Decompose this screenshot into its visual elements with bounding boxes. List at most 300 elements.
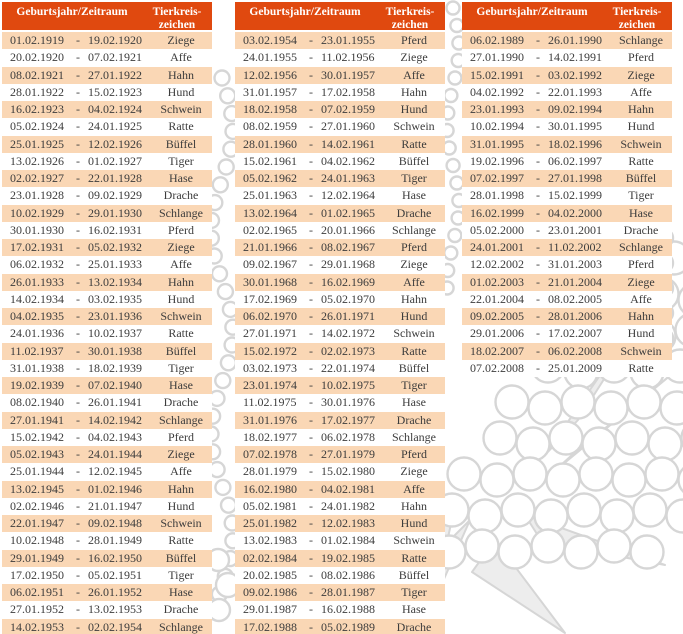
date-to: 27.01.1979 [321,447,375,461]
table-row [235,463,445,480]
date-from: 22.01.2004 [470,291,524,306]
zodiac-sign: Pferd [401,240,427,254]
zodiac-sign: Ziege [167,447,195,461]
date-separator: - [536,274,540,289]
zodiac-sign: Drache [396,412,432,427]
date-from: 25.01.1944 [10,464,64,479]
date-separator: - [76,464,80,479]
date-to: 01.02.1927 [88,153,142,168]
date-from: 29.01.1987 [243,602,297,617]
date-from: 07.02.1978 [243,447,297,461]
date-separator: - [536,171,540,185]
date-separator: - [309,360,313,375]
date-to: 14.02.1961 [321,136,375,151]
table-row [235,101,445,118]
date-to: 02.02.1954 [88,619,142,634]
table-row [235,550,445,567]
zodiac-sign: Hund [167,498,195,513]
zodiac-sign: Affe [170,50,192,65]
table-row [2,118,212,135]
date-to: 23.01.1936 [88,309,142,323]
table-row [235,325,445,342]
date-separator: - [309,50,313,65]
date-separator: - [309,516,313,530]
table-row [462,360,672,377]
table-row [235,343,445,360]
date-separator: - [309,343,313,358]
table-row [2,394,212,411]
date-to: 27.01.1998 [548,171,602,185]
date-to: 16.02.1950 [88,550,142,565]
date-separator: - [536,291,540,306]
date-from: 18.02.1958 [243,102,297,116]
date-separator: - [536,205,540,220]
date-separator: - [309,205,313,220]
date-separator: - [76,481,80,496]
date-to: 11.02.1956 [321,50,375,65]
table-row [462,205,672,222]
date-from: 07.02.1997 [470,171,524,185]
table-row [2,601,212,618]
date-from: 23.01.1974 [243,378,297,392]
date-to: 14.02.1972 [321,326,375,341]
date-separator: - [76,412,80,427]
date-separator: - [76,429,80,444]
table-row [2,446,212,463]
date-to: 27.01.1922 [88,67,142,82]
zodiac-sign: Schlange [619,33,663,47]
table-body [2,32,212,634]
zodiac-sign: Pferd [168,222,194,237]
table-row [462,49,672,66]
zodiac-sign: Pferd [628,257,654,272]
date-from: 31.01.1957 [243,84,297,99]
date-from: 24.01.1955 [243,50,297,65]
date-from: 08.02.1940 [10,395,64,410]
zodiac-sign: Tiger [628,188,654,203]
zodiac-sign: Ziege [627,274,655,289]
zodiac-sign: Pferd [401,447,427,461]
date-from: 27.01.1952 [10,602,64,617]
zodiac-sign: Schlange [392,222,436,237]
zodiac-sign: Affe [403,67,425,82]
zodiac-sign: Büffel [625,171,657,185]
date-separator: - [309,240,313,254]
date-to: 03.02.1992 [548,67,602,82]
zodiac-sign: Hase [402,602,426,617]
date-to: 04.02.1962 [321,153,375,168]
zodiac-sign: Affe [630,84,652,99]
date-to: 09.02.1929 [88,188,142,203]
zodiac-sign: Ratte [628,153,654,168]
date-to: 01.02.1965 [321,205,375,220]
table-row [2,584,212,601]
table-row [235,153,445,170]
date-from: 31.01.1938 [10,360,64,375]
zodiac-sign: Ziege [627,67,655,82]
table-row [2,84,212,101]
zodiac-sign: Tiger [168,567,194,582]
date-separator: - [76,67,80,82]
table-row [2,32,212,49]
zodiac-sign: Affe [170,257,192,272]
zodiac-sign: Ziege [400,464,428,479]
date-separator: - [536,343,540,358]
date-separator: - [536,222,540,237]
sign-header-line1: Tierkreis- [152,6,202,18]
date-from: 14.02.1953 [10,619,64,634]
date-separator: - [76,602,80,617]
table-row [235,532,445,549]
zodiac-sign: Schwein [393,533,435,548]
date-to: 12.02.1945 [88,464,142,479]
zodiac-sign: Pferd [168,429,194,444]
date-from: 14.02.1934 [10,291,64,306]
date-separator: - [309,67,313,82]
date-to: 21.01.2004 [548,274,602,289]
table-row [235,429,445,446]
zodiac-sign: Schwein [620,343,662,358]
zodiac-sign: Ziege [400,257,428,272]
date-from: 31.01.1995 [470,136,524,151]
date-separator: - [309,533,313,548]
table-row [235,49,445,66]
table-row [235,222,445,239]
date-from: 28.01.1922 [10,84,64,99]
date-separator: - [536,33,540,47]
table-row [235,136,445,153]
table-row [235,498,445,515]
date-to: 06.02.1997 [548,153,602,168]
table-body [235,32,445,634]
date-from: 19.02.1996 [470,153,524,168]
table-row [2,412,212,429]
date-to: 22.01.1993 [548,84,602,99]
date-to: 26.01.1971 [321,309,375,323]
table-row [2,343,212,360]
date-to: 12.02.1964 [321,188,375,203]
date-separator: - [536,257,540,272]
date-from: 06.02.1951 [10,585,64,599]
zodiac-table-2 [235,2,445,634]
table-body [462,32,672,377]
date-from: 17.02.1950 [10,567,64,582]
table-row [2,153,212,170]
date-separator: - [536,119,540,134]
date-from: 09.02.1986 [243,585,297,599]
date-from: 23.01.1928 [10,188,64,203]
date-separator: - [309,222,313,237]
zodiac-sign: Büffel [165,550,197,565]
table-row [2,360,212,377]
date-separator: - [76,240,80,254]
date-to: 30.01.1938 [88,343,142,358]
date-from: 03.02.1973 [243,360,297,375]
table-row [2,170,212,187]
date-to: 29.01.1930 [88,205,142,220]
date-from: 06.02.1970 [243,309,297,323]
date-from: 25.01.1982 [243,516,297,530]
table-row [2,463,212,480]
date-from: 29.01.2006 [470,326,524,341]
date-to: 12.02.1926 [88,136,142,151]
table-row [462,84,672,101]
date-from: 15.02.1972 [243,343,297,358]
date-from: 20.02.1985 [243,567,297,582]
table-row [235,377,445,394]
sign-header-line1: Tierkreis- [612,6,662,18]
zodiac-sign: Hase [169,585,193,599]
zodiac-sign: Ziege [400,50,428,65]
date-separator: - [76,222,80,237]
date-from: 25.01.1925 [10,136,64,151]
date-separator: - [309,447,313,461]
zodiac-sign: Hase [169,378,193,392]
table-row [462,101,672,118]
date-to: 07.02.1921 [88,50,142,65]
date-to: 28.01.2006 [548,309,602,323]
date-separator: - [309,429,313,444]
date-to: 19.02.1920 [88,33,142,47]
date-separator: - [76,257,80,272]
table-row [235,619,445,634]
date-from: 08.02.1959 [243,119,297,134]
date-separator: - [76,533,80,548]
date-separator: - [76,550,80,565]
table-row [235,170,445,187]
date-from: 02.02.1984 [243,550,297,565]
date-separator: - [76,516,80,530]
date-separator: - [309,585,313,599]
zodiac-sign: Hund [167,291,195,306]
zodiac-sign: Hahn [628,102,654,116]
zodiac-sign: Hund [400,516,428,530]
date-separator: - [536,188,540,203]
date-to: 05.02.1970 [321,291,375,306]
zodiac-sign: Hund [400,102,428,116]
date-separator: - [309,274,313,289]
table-row [2,325,212,342]
date-separator: - [309,136,313,151]
date-to: 05.02.1951 [88,567,142,582]
date-separator: - [76,395,80,410]
table-row [462,239,672,256]
date-to: 28.01.1987 [321,585,375,599]
table-row [2,222,212,239]
date-to: 06.02.2008 [548,343,602,358]
date-from: 20.02.1920 [10,50,64,65]
date-separator: - [76,378,80,392]
zodiac-sign: Hahn [628,309,654,323]
zodiac-sign: Hund [627,326,655,341]
table-row [462,32,672,49]
date-to: 05.02.1989 [321,619,375,634]
date-separator: - [536,136,540,151]
date-separator: - [536,153,540,168]
date-from: 11.02.1937 [10,343,64,358]
date-to: 22.01.1974 [321,360,375,375]
sign-header [375,2,445,30]
zodiac-sign: Drache [623,222,659,237]
zodiac-sign: Büffel [398,153,430,168]
zodiac-sign: Büffel [398,360,430,375]
date-to: 24.01.1944 [88,447,142,461]
date-from: 13.02.1983 [243,533,297,548]
table-row [235,481,445,498]
date-to: 01.02.1946 [88,481,142,496]
table-row [235,567,445,584]
date-to: 26.01.1990 [548,33,602,47]
zodiac-sign: Schlange [159,205,203,220]
date-separator: - [76,291,80,306]
zodiac-sign: Büffel [165,343,197,358]
zodiac-sign: Affe [403,274,425,289]
date-to: 17.02.1977 [321,412,375,427]
table-row [235,394,445,411]
date-to: 28.01.1949 [88,533,142,548]
date-from: 21.01.1966 [243,240,297,254]
date-separator: - [309,291,313,306]
table-row [2,274,212,291]
table-header [235,2,445,30]
zodiac-sign: Tiger [401,585,427,599]
table-row [2,291,212,308]
date-from: 18.02.1977 [243,429,297,444]
zodiac-sign: Hahn [168,481,194,496]
table-row [235,360,445,377]
table-row [235,32,445,49]
table-row [462,136,672,153]
zodiac-sign: Hase [402,395,426,410]
date-to: 08.02.1986 [321,567,375,582]
sign-header-line2: zeichen [391,19,429,32]
date-from: 05.02.1943 [10,447,64,461]
table-row [462,325,672,342]
date-from: 01.02.2003 [470,274,524,289]
zodiac-sign: Ratte [168,326,194,341]
sign-header-line2: zeichen [618,19,656,32]
zodiac-sign: Ratte [401,136,427,151]
date-from: 09.02.2005 [470,309,524,323]
table-row [2,187,212,204]
date-separator: - [309,33,313,47]
date-from: 02.02.1927 [10,171,64,185]
zodiac-sign: Ratte [628,360,654,375]
date-from: 16.02.1923 [10,102,64,116]
sign-header [142,2,212,30]
date-separator: - [536,102,540,116]
table-row [2,239,212,256]
date-from: 25.01.1963 [243,188,297,203]
table-row [2,49,212,66]
zodiac-sign: Schlange [159,412,203,427]
date-separator: - [76,360,80,375]
sign-header [602,2,672,30]
table-row [462,118,672,135]
date-from: 05.02.1962 [243,171,297,185]
date-from: 29.01.1949 [10,550,64,565]
table-row [2,515,212,532]
table-row [2,136,212,153]
date-separator: - [309,619,313,634]
date-to: 24.01.1982 [321,498,375,513]
table-row [462,67,672,84]
table-header [462,2,672,30]
date-separator: - [309,550,313,565]
date-to: 22.01.1928 [88,171,142,185]
table-row [2,377,212,394]
table-row [2,532,212,549]
period-header: Geburtsjahr/Zeitraum [249,6,361,18]
zodiac-sign: Tiger [168,360,194,375]
date-from: 13.02.1945 [10,481,64,496]
date-separator: - [309,309,313,323]
date-to: 13.02.1934 [88,274,142,289]
date-to: 18.02.1939 [88,360,142,375]
table-row [235,515,445,532]
date-separator: - [309,119,313,134]
zodiac-sign: Hund [167,84,195,99]
date-separator: - [536,240,540,254]
date-from: 27.01.1990 [470,50,524,65]
date-separator: - [536,326,540,341]
date-to: 01.02.1984 [321,533,375,548]
date-from: 10.02.1929 [10,205,64,220]
date-separator: - [536,67,540,82]
period-header: Geburtsjahr/Zeitraum [476,6,588,18]
zodiac-sign: Hase [402,188,426,203]
date-to: 18.02.1996 [548,136,602,151]
date-to: 09.02.1948 [88,516,142,530]
date-separator: - [309,602,313,617]
zodiac-sign: Schwein [620,136,662,151]
date-to: 04.02.1924 [88,102,142,116]
zodiac-sign: Schwein [160,516,202,530]
zodiac-sign: Ziege [167,240,195,254]
date-from: 22.01.1947 [10,516,64,530]
zodiac-sign: Hase [629,205,653,220]
zodiac-sign: Schwein [393,119,435,134]
date-separator: - [309,412,313,427]
table-row [462,170,672,187]
table-row [462,308,672,325]
date-from: 05.02.1981 [243,498,297,513]
date-separator: - [76,84,80,99]
date-to: 08.02.1967 [321,240,375,254]
date-separator: - [536,50,540,65]
date-separator: - [76,447,80,461]
date-separator: - [76,33,80,47]
date-from: 24.01.2001 [470,240,524,254]
date-to: 24.01.1925 [88,119,142,134]
date-to: 29.01.1968 [321,257,375,272]
date-from: 28.01.1979 [243,464,297,479]
date-separator: - [309,171,313,185]
zodiac-sign: Pferd [628,50,654,65]
date-separator: - [76,343,80,358]
zodiac-sign: Hahn [401,291,427,306]
date-to: 16.02.1931 [88,222,142,237]
date-from: 15.02.1991 [470,67,524,82]
date-from: 17.02.1969 [243,291,297,306]
date-to: 30.01.1995 [548,119,602,134]
date-from: 06.02.1932 [10,257,64,272]
date-separator: - [309,567,313,582]
date-from: 05.02.2000 [470,222,524,237]
date-from: 18.02.2007 [470,343,524,358]
date-separator: - [76,171,80,185]
date-to: 27.01.1960 [321,119,375,134]
